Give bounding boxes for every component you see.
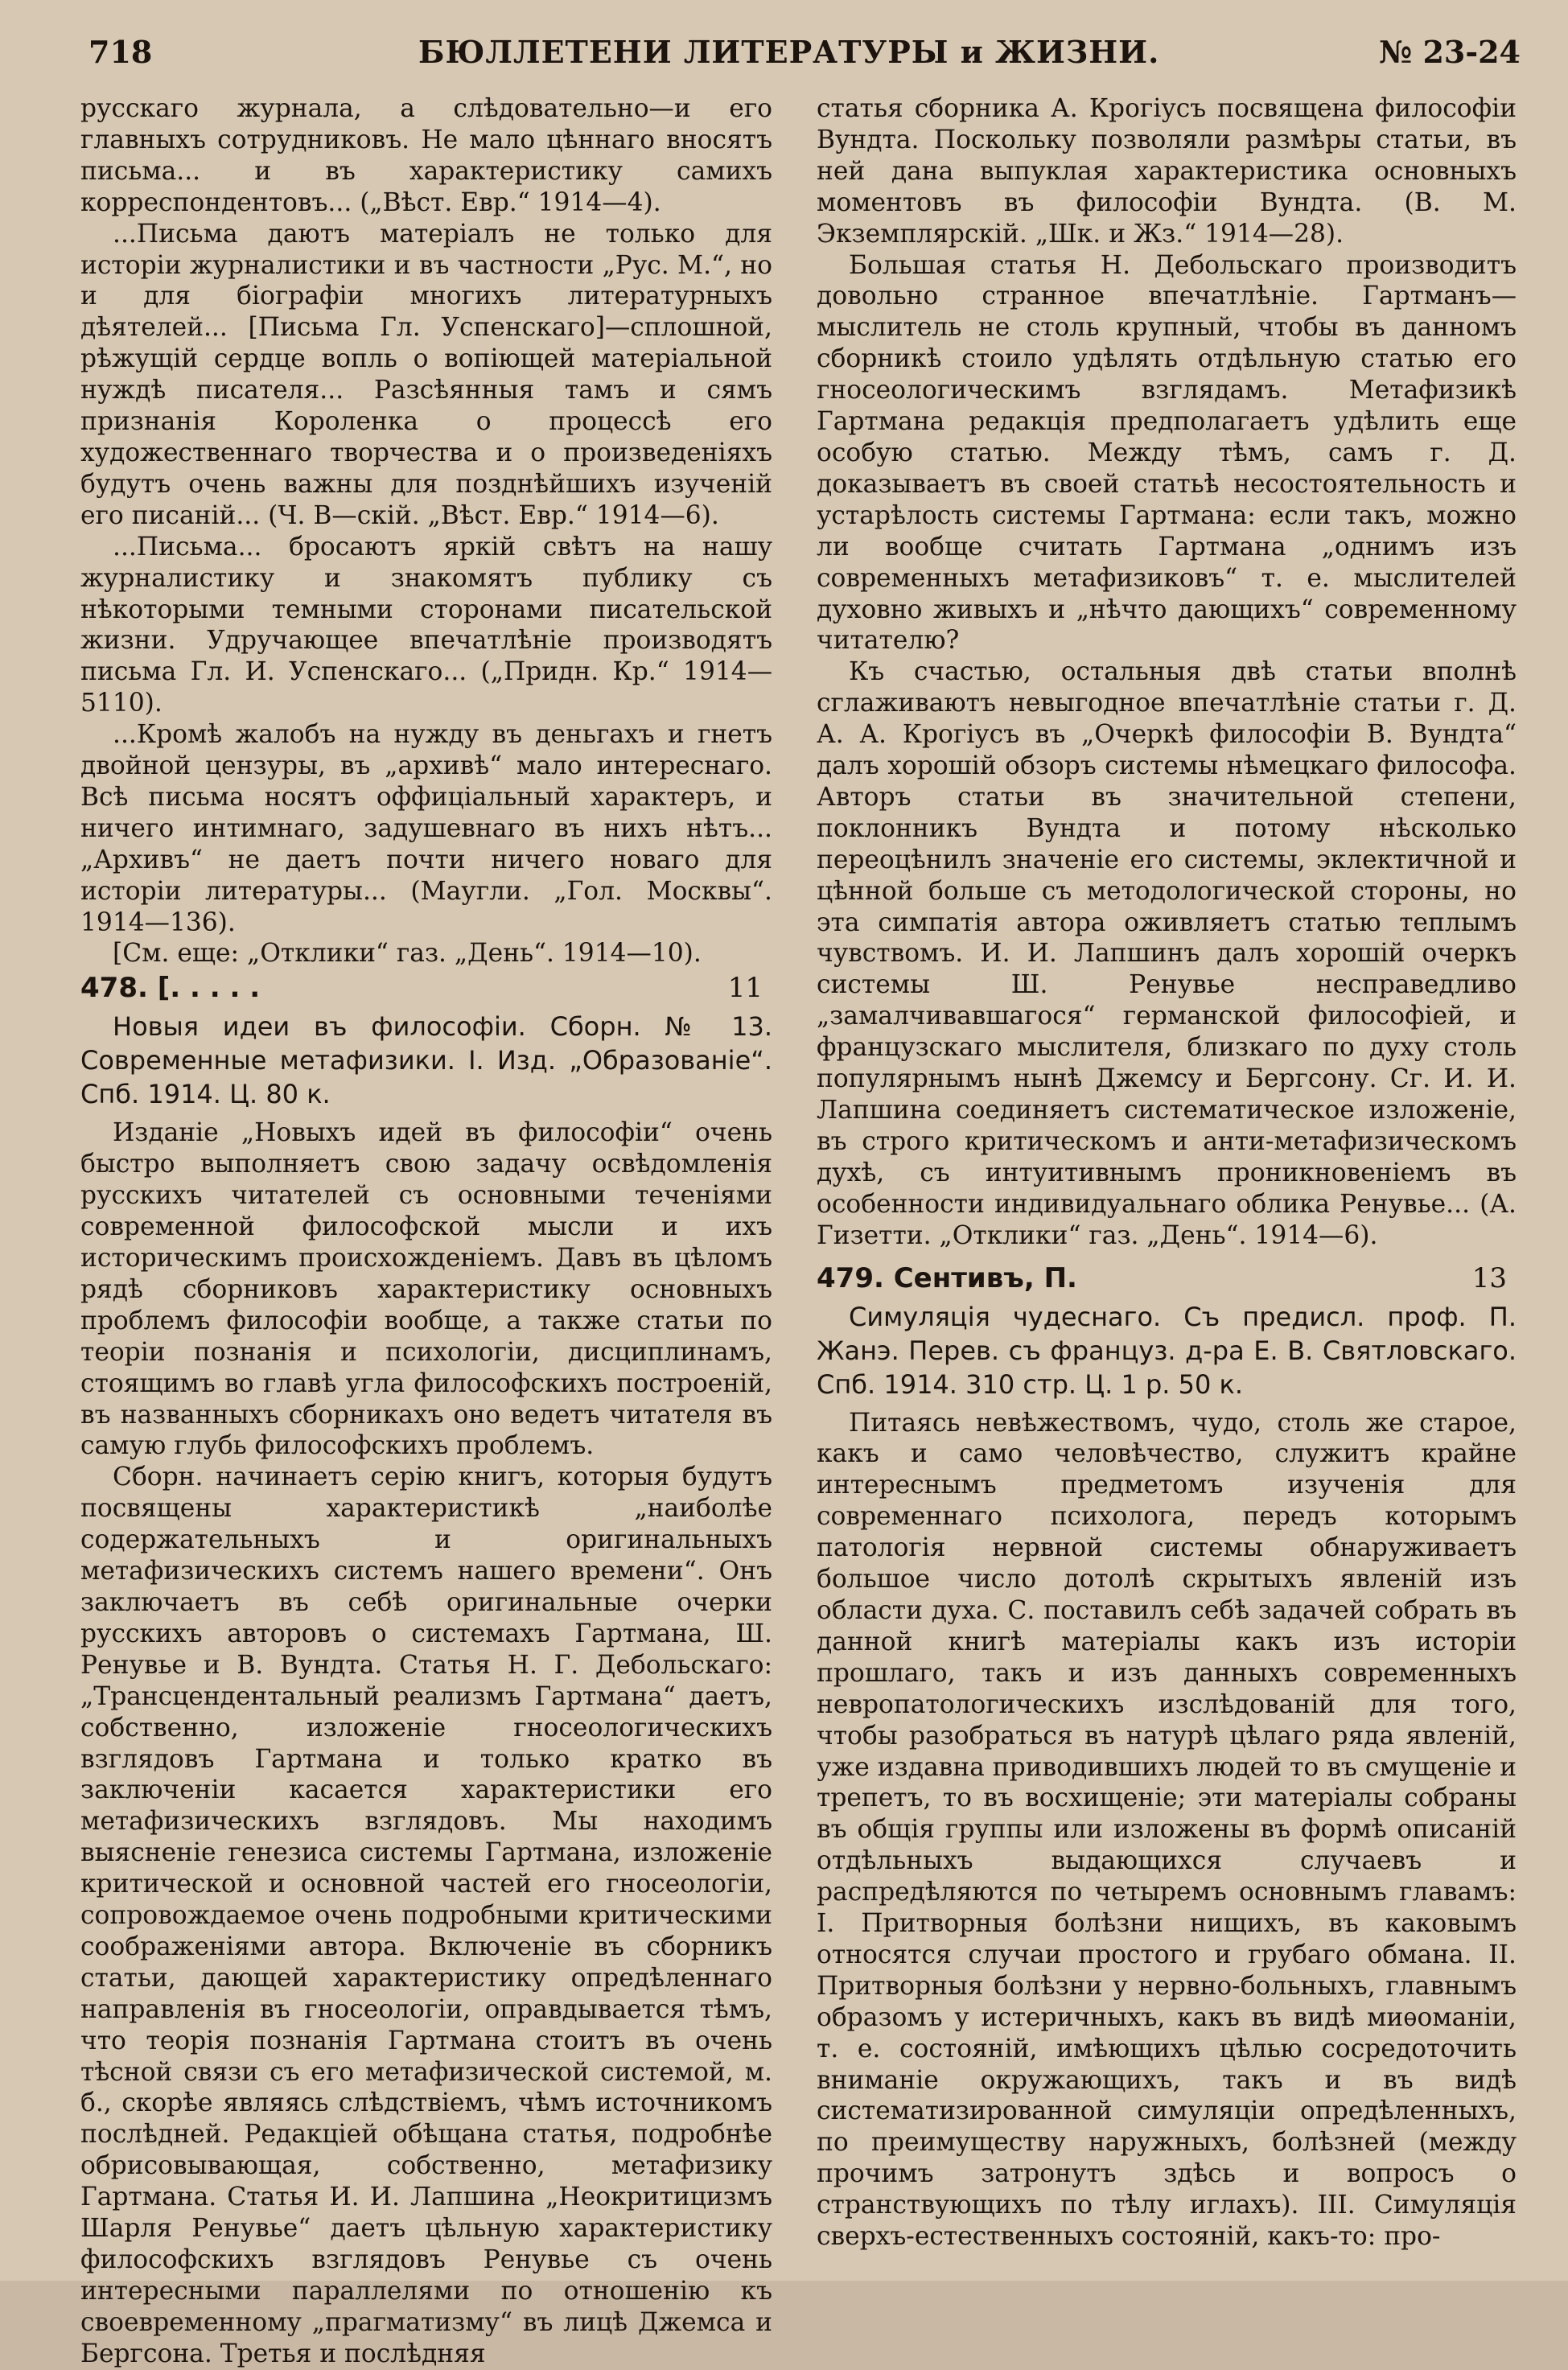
paragraph: статья сборника А. Крогіусъ посвящена философіи Вундта. Поскольку позволяли размѣры статьи, въ ней дана выпуклая характеристика основныхъ моментовъ въ философіи Вундта. (В. М. Экземплярскій. „Шк. и Жз.“ 1914—28). bbox=[817, 94, 1517, 249]
entry-479-number: 479. Сентивъ, П. bbox=[817, 1261, 1077, 1294]
entry-479-section: 13 bbox=[1471, 1261, 1507, 1294]
entry-478-number: 478. [. . . . . bbox=[80, 972, 261, 1005]
page-header bbox=[88, 34, 1521, 79]
paragraph: Сборн. начинаетъ серію книгъ, которыя будутъ посвящены характеристикѣ „наиболѣе содержательныхъ и оригинальныхъ метафизическихъ системъ нашего времени“. Онъ заключаетъ въ себѣ оригинальные очерки русскихъ авторовъ о системахъ Гартмана, Ш. Ренувье и В. Вундта. Статья Н. Г. Дебольскаго: „Трансцендентальный реализмъ Гартмана“ даетъ, собственно, изложеніе гносеологическихъ взглядовъ Гартмана и только кратко въ заключеніи касается характеристики его метафизическихъ взглядовъ. Мы находимъ выясненіе генезиса системы Гартмана, изложеніе критической и основной частей его гносеологіи, сопровождаемое очень подробными критическими соображеніями автора. Включеніе въ сборникъ статьи, дающей характеристику опредѣленнаго направленія въ гносеологіи, оправдывается тѣмъ, что теорія познанія Гартмана стоитъ въ очень тѣсной связи съ его метафизической системой, м. б., скорѣе являясь слѣдствіемъ, чѣмъ источникомъ послѣдней. Редакціей обѣщана статья, подробнѣе обрисовывающая, собственно, метафизику Гартмана. Статья И. И. Лапшина „Неокритицизмъ Шарля Ренувье“ даетъ цѣльную характеристику философскихъ взглядовъ Ренувье съ очень интересными параллелями по отношенію къ своевременному „прагматизму“ въ лицѣ Джемса и Бергсона. Третья и послѣдняя bbox=[80, 1463, 772, 2368]
paragraph: ...Кромѣ жалобъ на нужду въ деньгахъ и гнетъ двойной цензуры, въ „архивѣ“ мало интереснаго. Всѣ письма носятъ оффиціальный характеръ, и ничего интимнаго, задушевнаго въ нихъ нѣтъ... „Архивъ“ не даетъ почти ничего новаго для исторіи литературы... (Маугли. „Гол. Москвы“. 1914—136). bbox=[80, 720, 772, 937]
paragraph: ...Письма... бросаютъ яркій свѣтъ на нашу журналистику и знакомятъ публику съ нѣкоторыми темными сторонами писательской жизни. Удручающее впечатлѣніе производятъ письма Гл. И. Успенскаго... („Придн. Кр.“ 1914—5110). bbox=[80, 532, 772, 718]
paragraph: Большая статья Н. Дебольскаго производитъ довольно странное впечатлѣніе. Гартманъ—мыслитель не столь крупный, чтобы въ данномъ сборникѣ стоило удѣлять отдѣльную статью его гносеологическимъ взглядамъ. Метафизикѣ Гартмана редакція предполагаетъ удѣлить еще особую статью. Между тѣмъ, самъ г. Д. доказываетъ въ своей статьѣ несостоятельность и устарѣлость системы Гартмана: если такъ, можно ли вообще считать Гартмана „однимъ изъ современныхъ метафизиковъ“ т. е. мыслителей духовно живыхъ и „нѣчто дающихъ“ современному читателю? bbox=[817, 250, 1517, 656]
right-column bbox=[817, 93, 1517, 2257]
entry-478-section: 11 bbox=[727, 972, 763, 1005]
entry-478-heading bbox=[80, 971, 772, 1005]
running-title: БЮЛЛЕТЕНИ ЛИТЕРАТУРЫ и ЖИЗНИ. bbox=[418, 34, 1160, 70]
issue-number: № 23-24 bbox=[1378, 34, 1521, 70]
paragraph: Изданіе „Новыхъ идей въ философіи“ очень быстро выполняетъ свою задачу освѣдомленія русскихъ читателей съ основными теченіями современной философской мысли и ихъ историческимъ происхожденіемъ. Давъ въ цѣломъ рядѣ сборниковъ характеристику основныхъ проблемъ философіи вообще, а также статьи по теоріи познанія и психологіи, дисциплинамъ, стоящимъ во главѣ угла философскихъ построеній, въ названныхъ сборникахъ оно ведетъ читателя въ самую глубь философскихъ проблемъ. bbox=[80, 1118, 772, 1461]
page-number: 718 bbox=[88, 34, 153, 70]
paragraph: русскаго журнала, а слѣдовательно—и его главныхъ сотрудниковъ. Не мало цѣннаго вносятъ письма... и въ характеристику самихъ корреспондентовъ... („Вѣст. Евр.“ 1914—4). bbox=[80, 94, 772, 217]
entry-478-title: Новыя идеи въ философіи. Сборн. № 13. Современные метафизики. I. Изд. „Образованіе“. Спб. 1914. Ц. 80 к. bbox=[80, 1011, 772, 1110]
entry-479-heading bbox=[817, 1261, 1517, 1295]
paragraph: [См. еще: „Отклики“ газ. „День“. 1914—10). bbox=[113, 939, 702, 969]
paragraph: Къ счастью, остальныя двѣ статьи вполнѣ сглаживаютъ невыгодное впечатлѣніе статьи г. Д. А. А. Крогіусъ въ „Очеркѣ философіи В. Вундта“ далъ хорошій обзоръ системы нѣмецкаго философа. Авторъ статьи въ значительной степени, поклонникъ Вундта и потому нѣсколько переоцѣнилъ значеніе его системы, эклектичной и цѣнной больше съ методологической стороны, но эта симпатія автора оживляетъ статью теплымъ чувствомъ. И. И. Лапшинъ далъ хорошій очеркъ системы Ш. Ренувье несправедливо „замалчивавшагося“ германской философіей, и французскаго мыслителя, близкаго по духу столь популярнымъ нынѣ Джемсу и Бергсону. Сг. И. И. Лапшина соединяетъ систематическое изложеніе, въ строго критическомъ и анти-метафизическомъ духѣ, съ интуитивнымъ проникновеніемъ въ особенности индивидуальнаго облика Ренувье... (А. Гизетти. „Отклики“ газ. „День“. 1914—6). bbox=[817, 657, 1517, 1250]
paragraph: Питаясь невѣжествомъ, чудо, столь же старое, какъ и само человѣчество, служитъ крайне интереснымъ предметомъ изученія для современнаго психолога, передъ которымъ патологія нервной системы обнаруживаетъ большое число дотолѣ скрытыхъ явленій изъ области духа. С. поставилъ себѣ задачей собрать въ данной книгѣ матеріалы какъ изъ исторіи прошлаго, такъ и изъ данныхъ современныхъ невропатологическихъ изслѣдованій для того, чтобы разобраться въ натурѣ цѣлаго ряда явленій, уже издавна приводившихъ людей то въ смущеніе и трепетъ, то въ восхищеніе; эти матеріалы собраны въ общія группы или изложены въ формѣ описаній отдѣльныхъ выдающихся случаевъ и распредѣляются по четыремъ основнымъ главамъ: I. Притворныя болѣзни нищихъ, въ каковымъ относятся случаи простого и грубаго обмана. II. Притворныя болѣзни у нервно-больныхъ, главнымъ образомъ у истеричныхъ, какъ въ видѣ миѳоманіи, т. е. состояній, имѣющихъ цѣлью сосредоточить вниманіе окружающихъ, такъ и въ видѣ систематизированной симуляціи опредѣленныхъ, по преимуществу наружныхъ, болѣзней (между прочимъ затронутъ здѣсь и вопросъ о странствующихъ по тѣлу иглахъ). III. Симуляція сверхъ-естественныхъ состояній, какъ-то: про- bbox=[817, 1408, 1517, 2252]
paragraph: ...Письма даютъ матеріалъ не только для исторіи журналистики и въ частности „Рус. М.“, но и для біографіи многихъ литературныхъ дѣятелей... [Письма Гл. Успенскаго]—сплошной, рѣжущій сердце вопль о вопіющей матеріальной нуждѣ писателя... Разсѣянныя тамъ и сямъ признанія Короленка о процессѣ его художественнаго творчества и о произведеніяхъ будутъ очень важны для позднѣйшихъ изученій его писаній... (Ч. В—скій. „Вѣст. Евр.“ 1914—6). bbox=[80, 219, 772, 530]
spacer bbox=[817, 1252, 1517, 1260]
left-column bbox=[80, 93, 772, 2368]
entry-479-title: Симуляція чудеснаго. Съ предисл. проф. П. Жанэ. Перев. съ француз. д-ра Е. В. Святловскаго. Спб. 1914. 310 стр. Ц. 1 р. 50 к. bbox=[817, 1301, 1517, 1400]
